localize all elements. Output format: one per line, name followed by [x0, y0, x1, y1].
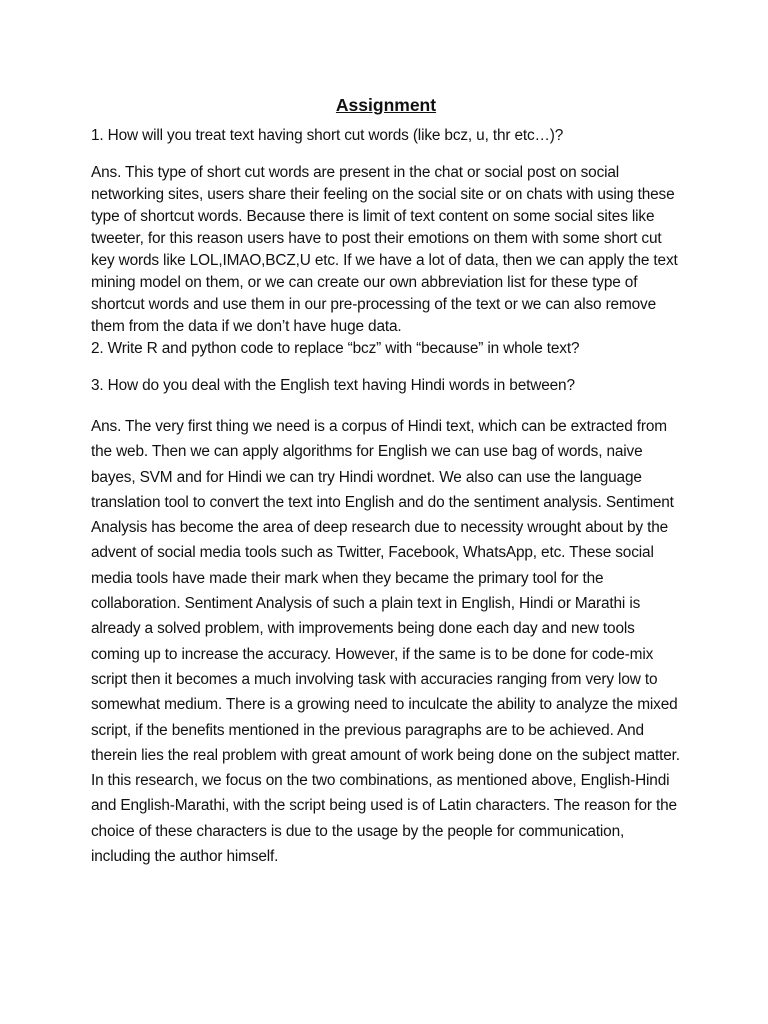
- answer-1: Ans. This type of short cut words are present in the chat or social post on social networking sites, users share their feeling on the social site or on chats with using these type of shortcut words. Because there is limit of text content on some social sites like tweeter, for this reason users have to post their emotions on them with some short cut key words like LOL,IMAO,BCZ,U etc. If we have a lot of data, then we can apply the text mining model on them, or we can create our own abbreviation list for these type of shortcut words and use them in our pre-processing of the text or we can also remove them from the data if we don’t have huge data.: [91, 164, 678, 335]
- document-title: Assignment: [335, 95, 437, 115]
- answer-3: Ans. The very first thing we need is a corpus of Hindi text, which can be extracted from the web. Then we can apply algorithms for English we can use bag of words, naive bayes, SVM and for Hindi we can try Hindi wordnet. We also can use the language translation tool to convert the text into English and do the sentiment analysis. Sentiment Analysis has become the area of deep research due to necessity wrought about by the advent of social media tools such as Twitter, Facebook, WhatsApp, etc. These social media tools have made their mark when they became the primary tool for the collaboration. Sentiment Analysis of such a plain text in English, Hindi or Marathi is already a solved problem, with improvements being done each day and new tools coming up to increase the accuracy. However, if the same is to be done for code-mix script then it becomes a much involving task with accuracies ranging from very low to somewhat medium. There is a growing need to inculcate the ability to analyze the mixed script, if the benefits mentioned in the previous paragraphs are to be achieved. And therein lies the real problem with great amount of work being done on the subject matter. In this research, we focus on the two combinations, as mentioned above, English-Hindi and English-Marathi, with the script being used is of Latin characters. The reason for the choice of these characters is due to the usage by the people for communication, including the author himself.: [91, 418, 680, 866]
- question-2: 2. Write R and python code to replace “bcz” with “because” in whole text?: [91, 340, 580, 357]
- document-body: [91, 93, 681, 869]
- question-1: 1. How will you treat text having short cut words (like bcz, u, thr etc…)?: [91, 127, 564, 144]
- question-3: 3. How do you deal with the English text having Hindi words in between?: [91, 377, 575, 394]
